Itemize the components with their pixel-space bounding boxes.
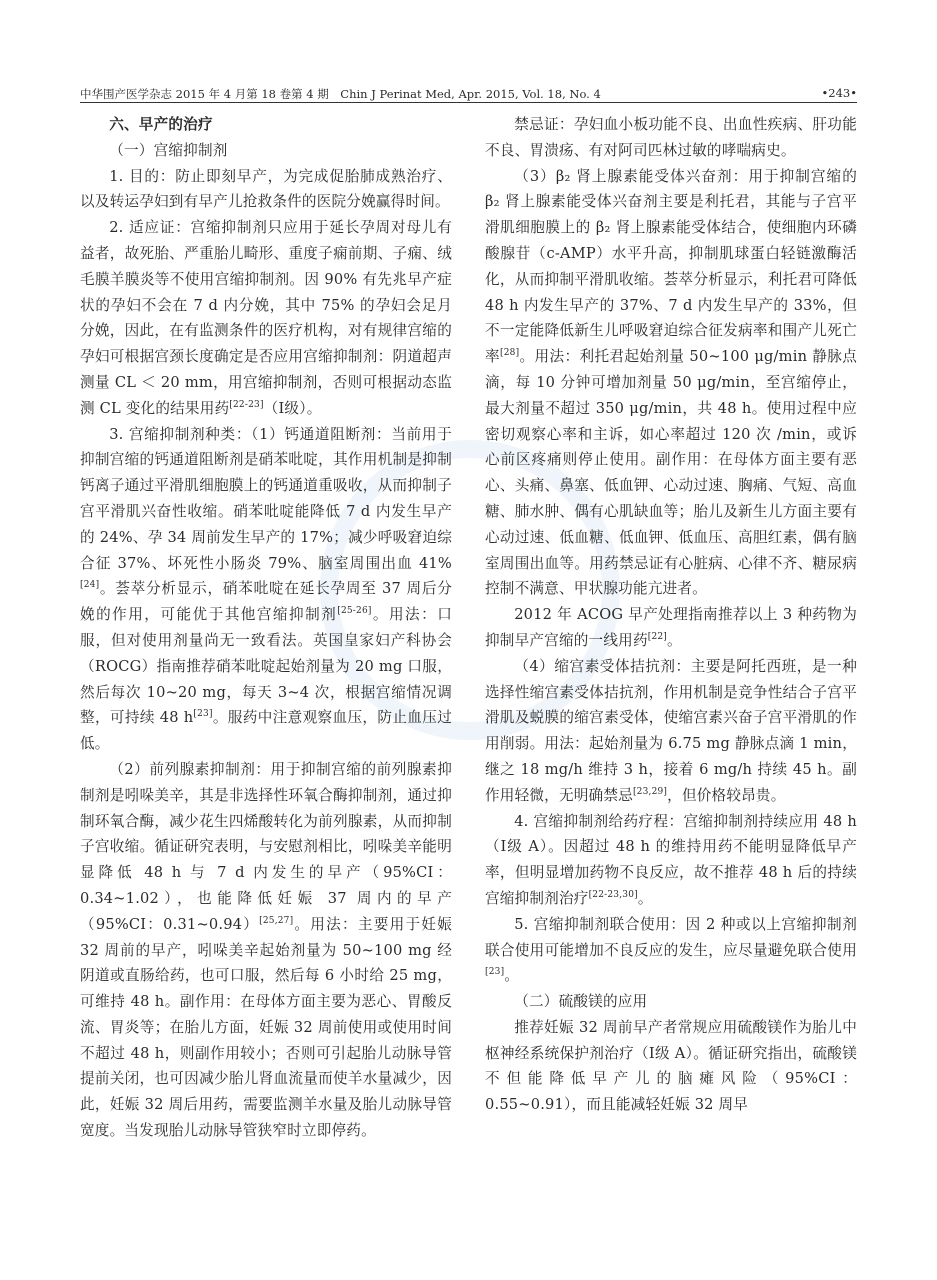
paragraph: 4. 宫缩抑制剂给药疗程：宫缩抑制剂持续应用 48 h（Ⅰ级 A）。因超过 48 h 的维持用药不能明显降低早产率，但明显增加药物不良反应，故不推荐 48 h 后的持续宫缩抑制剂治疗[22-23,30]。 [485, 812, 857, 907]
paragraph: （4）缩宫素受体拮抗剂：主要是阿托西班，是一种选择性缩宫素受体拮抗剂，作用机制是竞争性结合子宫平滑肌及蜕膜的缩宫素受体，使缩宫素兴奋子宫平滑肌的作用削弱。用法：起始剂量为 6.75 mg 静脉点滴 1 min，继之 18 mg/h 维持 3 h，接着 6 mg/h 持续 45 h。副作用轻微，无明确禁忌[23,29]，但价格较昂贵。 [485, 657, 857, 804]
section-heading: 六、早产的治疗 [109, 116, 213, 133]
subsection-heading: （一）宫缩抑制剂 [109, 141, 228, 159]
paragraph: 2012 年 ACOG 早产处理指南推荐以上 3 种药物为抑制早产宫缩的一线用药[22]。 [485, 606, 857, 649]
paragraph: 5. 宫缩抑制剂联合使用：因 2 种或以上宫缩抑制剂联合使用可能增加不良反应的发生，应尽量避免联合使用[23]。 [485, 915, 857, 985]
subsection-heading: （二）硫酸镁的应用 [514, 993, 648, 1011]
paragraph: （3）β₂ 肾上腺素能受体兴奋剂：用于抑制宫缩的 β₂ 肾上腺素能受体兴奋剂主要是利托君，其能与子宫平滑肌细胞膜上的 β₂ 肾上腺素能受体结合，使细胞内环磷酸腺苷（c-AMP）水平升高，抑制肌球蛋白轻链激酶活化，从而抑制平滑肌收缩。荟萃分析显示，利托君可降低 48 h 内发生早产的 37%、7 d 内发生早产的 33%，但不一定能降低新生儿呼吸窘迫综合征发病率和围产儿死亡率[28]。用法：利托君起始剂量 50~100 μg/min 静脉点滴，每 10 分钟可增加剂量 50 μg/min，至宫缩停止，最大剂量不超过 350 μg/min，共 48 h。使用过程中应密切观察心率和主诉，如心率超过 120 次 /min，或诉心前区疼痛则停止使用。副作用：在母体方面主要有恶心、头痛、鼻塞、低血钾、心动过速、胸痛、气短、高血糖、肺水肿、偶有心肌缺血等；胎儿及新生儿方面主要有心动过速、低血糖、低血钾、低血压、高胆红素，偶有脑室周围出血等。用药禁忌证有心脏病、心律不齐、糖尿病控制不满意、甲状腺功能亢进者。 [485, 167, 857, 598]
paragraph: 推荐妊娠 32 周前早产者常规应用硫酸镁作为胎儿中枢神经系统保护剂治疗（Ⅰ级 A）。循证研究指出，硫酸镁不但能降低早产儿的脑瘫风险（95%CI：0.55~0.91），而且能减轻妊娠 32 周早 [485, 1018, 857, 1114]
running-header [80, 86, 857, 103]
left-column [80, 112, 452, 1144]
paragraph: 2. 适应证：宫缩抑制剂只应用于延长孕周对母儿有益者，故死胎、严重胎儿畸形、重度子痫前期、子痫、绒毛膜羊膜炎等不使用宫缩抑制剂。因 90% 有先兆早产症状的孕妇不会在 7 d 内分娩，其中 75% 的孕妇会足月分娩，因此，在有监测条件的医疗机构，对有规律宫缩的孕妇可根据宫颈长度确定是否应用宫缩抑制剂：阴道超声测量 CL ＜ 20 mm，用宫缩抑制剂，否则可根据动态监测 CL 变化的结果用药[22-23]（Ⅰ级）。 [80, 219, 452, 417]
paragraph: 3. 宫缩抑制剂种类：（1）钙通道阻断剂：当前用于抑制宫缩的钙通道阻断剂是硝苯吡啶，其作用机制是抑制钙离子通过平滑肌细胞膜上的钙通道重吸收，从而抑制子宫平滑肌兴奋性收缩。硝苯吡啶能降低 7 d 内发生早产的 24%、孕 34 周前发生早产的 17%；减少呼吸窘迫综合征 37%、坏死性小肠炎 79%、脑室周围出血 41%[24]。荟萃分析显示，硝苯吡啶在延长孕周至 37 周后分娩的作用，可能优于其他宫缩抑制剂[25-26]。用法：口服，但对使用剂量尚无一致看法。英国皇家妇产科协会（ROCG）指南推荐硝苯吡啶起始剂量为 20 mg 口服，然后每次 10~20 mg，每天 3~4 次，根据宫缩情况调整，可持续 48 h[23]。服药中注意观察血压，防止血压过低。 [80, 425, 452, 753]
paragraph: （2）前列腺素抑制剂：用于抑制宫缩的前列腺素抑制剂是吲哚美辛，其是非选择性环氧合酶抑制剂，通过抑制环氧合酶，减少花生四烯酸转化为前列腺素，从而抑制子宫收缩。循证研究表明，与安慰剂相比，吲哚美辛能明显降低 48 h 与 7 d 内发生的早产（95%CI：0.34~1.02），也能降低妊娠 37 周内的早产（95%CI：0.31~0.94）[25,27]。用法：主要用于妊娠 32 周前的早产，吲哚美辛起始剂量为 50~100 mg 经阴道或直肠给药，也可口服，然后每 6 小时给 25 mg，可维持 48 h。副作用：在母体方面主要为恶心、胃酸反流、胃炎等；在胎儿方面，妊娠 32 周前使用或使用时间不超过 48 h，则副作用较小；否则可引起胎儿动脉导管提前关闭，也可因减少胎儿肾血流量而使羊水量减少，因此，妊娠 32 周后用药，需要监测羊水量及胎儿动脉导管宽度。当发现胎儿动脉导管狭窄时立即停药。 [80, 760, 452, 1140]
right-column [485, 112, 857, 1118]
page-number: •243• [821, 86, 857, 100]
journal-citation: 中华围产医学杂志 2015 年 4 月第 18 卷第 4 期 Chin J Perinat Med, Apr. 2015, Vol. 18, No. 4 [80, 87, 601, 101]
paragraph: 禁忌证：孕妇血小板功能不良、出血性疾病、肝功能不良、胃溃疡、有对阿司匹林过敏的哮喘病史。 [485, 116, 857, 159]
paragraph: 1. 目的：防止即刻早产，为完成促胎肺成熟治疗、以及转运孕妇到有早产儿抢救条件的医院分娩赢得时间。 [80, 167, 452, 211]
